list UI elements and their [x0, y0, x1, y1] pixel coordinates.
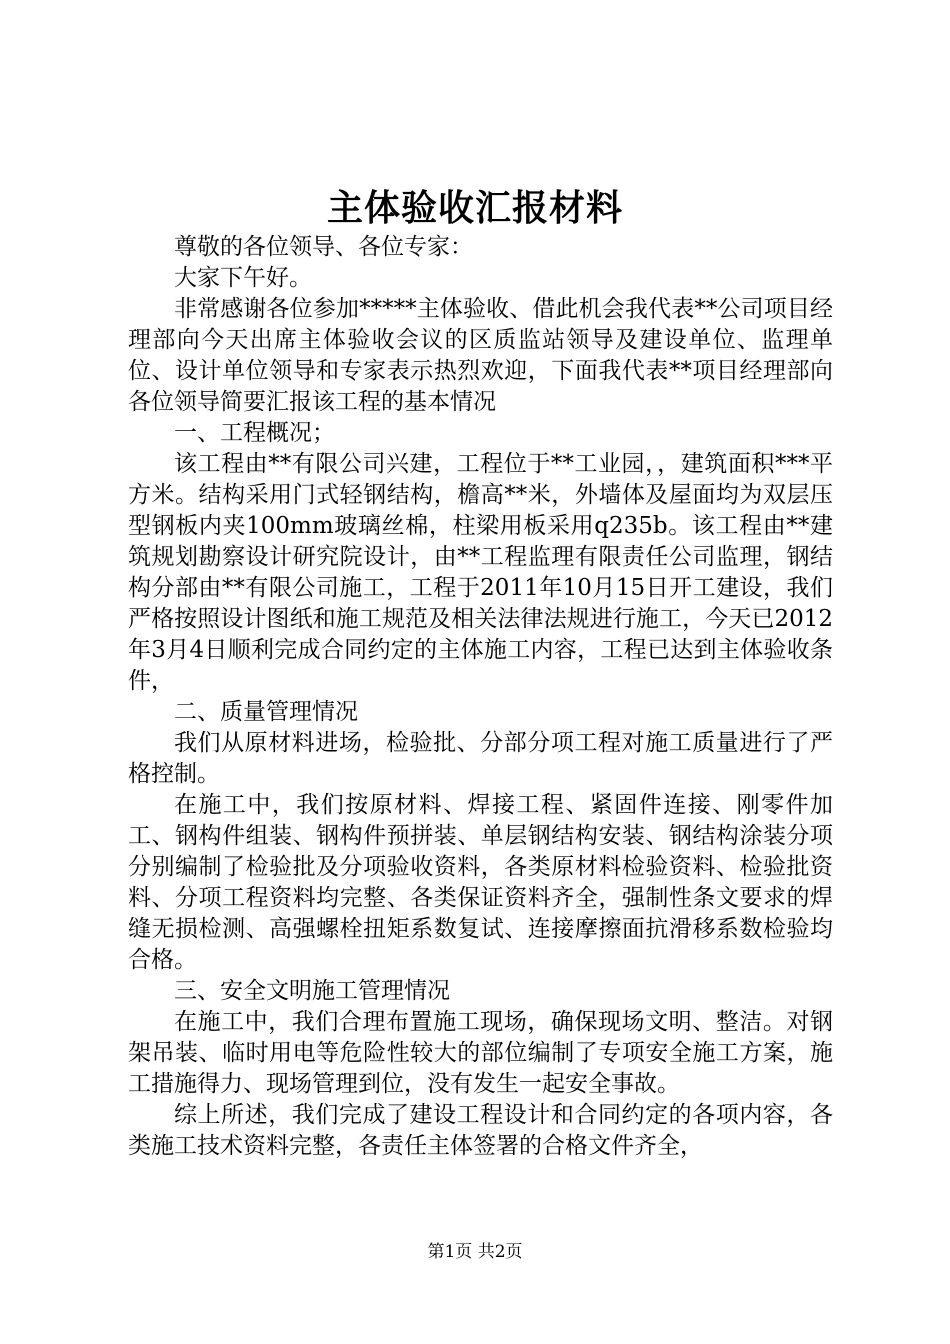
- safety-paragraph: 在施工中，我们合理布置施工现场，确保现场文明、整洁。对钢架吊装、临时用电等危险性较大的部位编制了专项安全施工方案，施工措施得力、现场管理到位，没有发生一起安全事故。: [128, 1009, 833, 1097]
- document-title: 主体验收汇报材料: [326, 187, 623, 229]
- document-body: [128, 232, 833, 1162]
- section-heading-safety: 三、安全文明施工管理情况: [174, 978, 450, 1004]
- quality-paragraph-2: 在施工中，我们按原材料、焊接工程、紧固件连接、刚零件加工、钢构件组装、钢构件预拼装、单层钢结构安装、钢结构涂装分项分别编制了检验批及分项验收资料，各类原材料检验资料、检验批资料、分项工程资料均完整、各类保证资料齐全，强制性条文要求的焊缝无损检测、高强螺栓扭矩系数复试、连接摩擦面抗滑移系数检验均合格。: [128, 792, 833, 973]
- overview-paragraph: 该工程由**有限公司兴建，工程位于**工业园，，建筑面积***平方米。结构采用门式轻钢结构，檐高**米，外墙体及屋面均为双层压型钢板内夹100mm玻璃丝棉，柱梁用板采用q235b。该工程由**建筑规划勘察设计研究院设计，由**工程监理有限责任公司监理，钢结构分部由**有限公司施工，工程于2011年10月15日开工建设，我们严格按照设计图纸和施工规范及相关法律法规进行施工，今天已2012年3月4日顺利完成合同约定的主体施工内容，工程已达到主体验收条件，: [128, 451, 833, 694]
- summary-paragraph: 综上所述，我们完成了建设工程设计和合同约定的各项内容，各类施工技术资料完整，各责任主体签署的合格文件齐全，: [128, 1102, 833, 1159]
- quality-paragraph-1: 我们从原材料进场，检验批、分部分项工程对施工质量进行了严格控制。: [128, 730, 833, 787]
- section-heading-quality: 二、质量管理情况: [174, 699, 358, 725]
- greeting: 大家下午好。: [174, 265, 312, 291]
- page-indicator: 第1页 共2页: [427, 1242, 523, 1262]
- salutation: 尊敬的各位领导、各位专家：: [174, 234, 473, 260]
- opening-paragraph: 非常感谢各位参加*****主体验收、借此机会我代表**公司项目经理部向今天出席主体验收会议的区质监站领导及建设单位、监理单位、设计单位领导和专家表示热烈欢迎，下面我代表**项目经理部向各位领导简要汇报该工程的基本情况: [128, 296, 833, 415]
- section-heading-overview: 一、工程概况；: [174, 420, 335, 446]
